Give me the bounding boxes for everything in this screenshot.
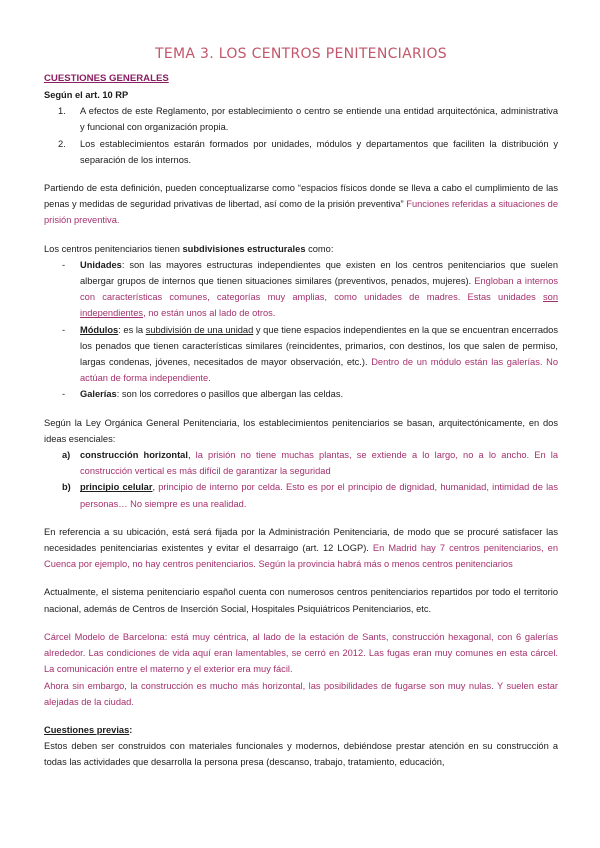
ubicacion-note: En Madrid hay 7 centros penitenciarios, en Cuenca por ejemplo, no hay centros penitenciarios. Según la provincia habrá más o menos centros penitenciarios [44, 543, 558, 570]
list-item-unidades [44, 257, 558, 322]
bullet-dash: - [62, 324, 66, 335]
list-item-modulos: - Módulos: es la subdivisión de una unidad y que tiene espacios independientes en la que se encuentran encerrados los penados que tienen características similares (reincidentes, primarios, con destinos, los que salen de permiso, largas condenas, jóvenes, necesitados de mayor observación, etc.). Dentro de un módulo están las galerías. No actúan de forma independiente. [44, 322, 558, 387]
list-item [44, 103, 558, 135]
galerias-label: Galerías [80, 389, 117, 400]
definition-paragraph [44, 180, 558, 229]
celular-label: principio celular [80, 482, 153, 493]
list-number: 1. [58, 106, 66, 117]
ley-intro: Según la Ley Orgánica General Penitenciaria, los establecimientos penitenciarios se basan, arquitectónicamente, en dos ideas esenciales: [44, 417, 558, 444]
bullet-dash: - [62, 259, 66, 270]
list-item-horizontal: a) construcción horizontal, la prisión no tiene muchas plantas, se extiende a lo largo, no a lo ancho. En la construcción vertical es más difícil de garantizar la seguridad [44, 447, 558, 479]
page-title: TEMA 3. LOS CENTROS PENITENCIARIOS [155, 46, 447, 62]
subdivisions-intro-end: como: [305, 243, 334, 254]
list-item-galerias [44, 386, 558, 402]
subdivisions-intro-text: Los centros penitenciarios tienen [44, 243, 183, 254]
list-item-text: A efectos de este Reglamento, por establecimiento o centro se entiende una entidad arquitectónica, administrativa y funcional con organización propia. [80, 106, 558, 133]
carcel-ahora-paragraph: Ahora sin embargo, la construcción es mucho más horizontal, las posibilidades de fugarse son muy nulas. Y suelen estar alejadas de la ciudad. [44, 680, 558, 707]
modulos-label: Módulos [80, 324, 119, 335]
unidades-note: Engloban a internos con características comunes, categorías muy amplias, como unidades de madres. Estas unidades son independientes, no están unos al lado de otros. [80, 276, 559, 319]
unidades-text: : son las mayores estructuras independientes que existen en los centros penitenciarios que suelen albergar grupos de internos que tienen situaciones similares (preventivos, penados, mujeres). [80, 259, 558, 287]
unidades-label: Unidades [80, 259, 122, 270]
section-heading-general: CUESTIONES GENERALES [44, 73, 169, 84]
list-item [44, 136, 558, 168]
ubicacion-text: En referencia a su ubicación, está será fijada por la Administración Penitenciaria, de modo que se procuré satisfacer las necesidades penitenciarias existentes y evitar el desarraigo (art. 12 LOGP). [44, 526, 558, 554]
celular-note: principio de interno por celda. Esto es por el principio de dignidad, humanidad, intimidad de las personas… No siempre es una realidad. [80, 482, 558, 509]
list-number: 2. [58, 138, 66, 149]
subdivisions-intro-bold: subdivisiones estructurales [182, 243, 306, 254]
list-letter: a) [62, 450, 71, 461]
modulos-underlined: subdivisión de una unidad [145, 324, 254, 335]
previas-heading: Cuestiones previas: [44, 724, 133, 735]
bullet-dash: - [62, 389, 66, 400]
horizontal-note: la prisión no tiene muchas plantas, se extiende a lo largo, no a lo ancho. En la construcción vertical es más difícil de garantizar la seguridad [80, 450, 558, 477]
list-item-text: Los establecimientos estarán formados por unidades, módulos y departamentos que faciliten la distribución y separación de los internos. [80, 138, 558, 165]
definition-text: Partiendo de esta definición, pueden conceptualizarse como “espacios físicos donde se lleva a cabo el cumplimiento de las penas y medidas de seguridad privativas de libertad, así como de la prisión preventiva” [44, 183, 558, 210]
document-page [44, 44, 558, 771]
previas-text: Estos deben ser construidos con materiales funcionales y modernos, debiéndose prestar atención en su construcción a todas las actividades que desarrolla la persona presa (descanso, trabajo, tratamiento, educación, [44, 741, 558, 768]
galerias-text: : son los corredores o pasillos que albergan las celdas. [116, 389, 344, 400]
section-subheading: Según el art. 10 RP [44, 90, 129, 100]
horizontal-label: construcción horizontal [80, 450, 188, 461]
definition-note: Funciones referidas a situaciones de prisión preventiva. [44, 199, 558, 226]
list-letter: b) [62, 482, 71, 493]
ubicacion-paragraph [44, 524, 558, 573]
actualmente-paragraph: Actualmente, el sistema penitenciario español cuenta con numerosos centros penitenciarios repartidos por todo el territorio nacional, además de Centros de Inserción Social, Hospitales Psiquiátricos Penitenciarios, etc. [44, 587, 558, 614]
carcel-modelo-paragraph: Cárcel Modelo de Barcelona: está muy céntrica, al lado de la estación de Sants, construcción hexagonal, con 6 galerías alrededor. Las condiciones de vida aquí eran lamentables, se cerró en 2012. Las fugas eran muy comunes en esta cárcel. La comunicación entre el materno y el exterior era muy fácil. [44, 631, 558, 675]
modulos-note: Dentro de un módulo están las galerías. No actúan de forma independiente. [80, 357, 558, 384]
list-item-celular: b) principio celular, principio de interno por celda. Esto es por el principio de dignidad, humanidad, intimidad de las personas… No siempre es una realidad. [44, 479, 558, 511]
subdivisions-intro [44, 241, 558, 257]
